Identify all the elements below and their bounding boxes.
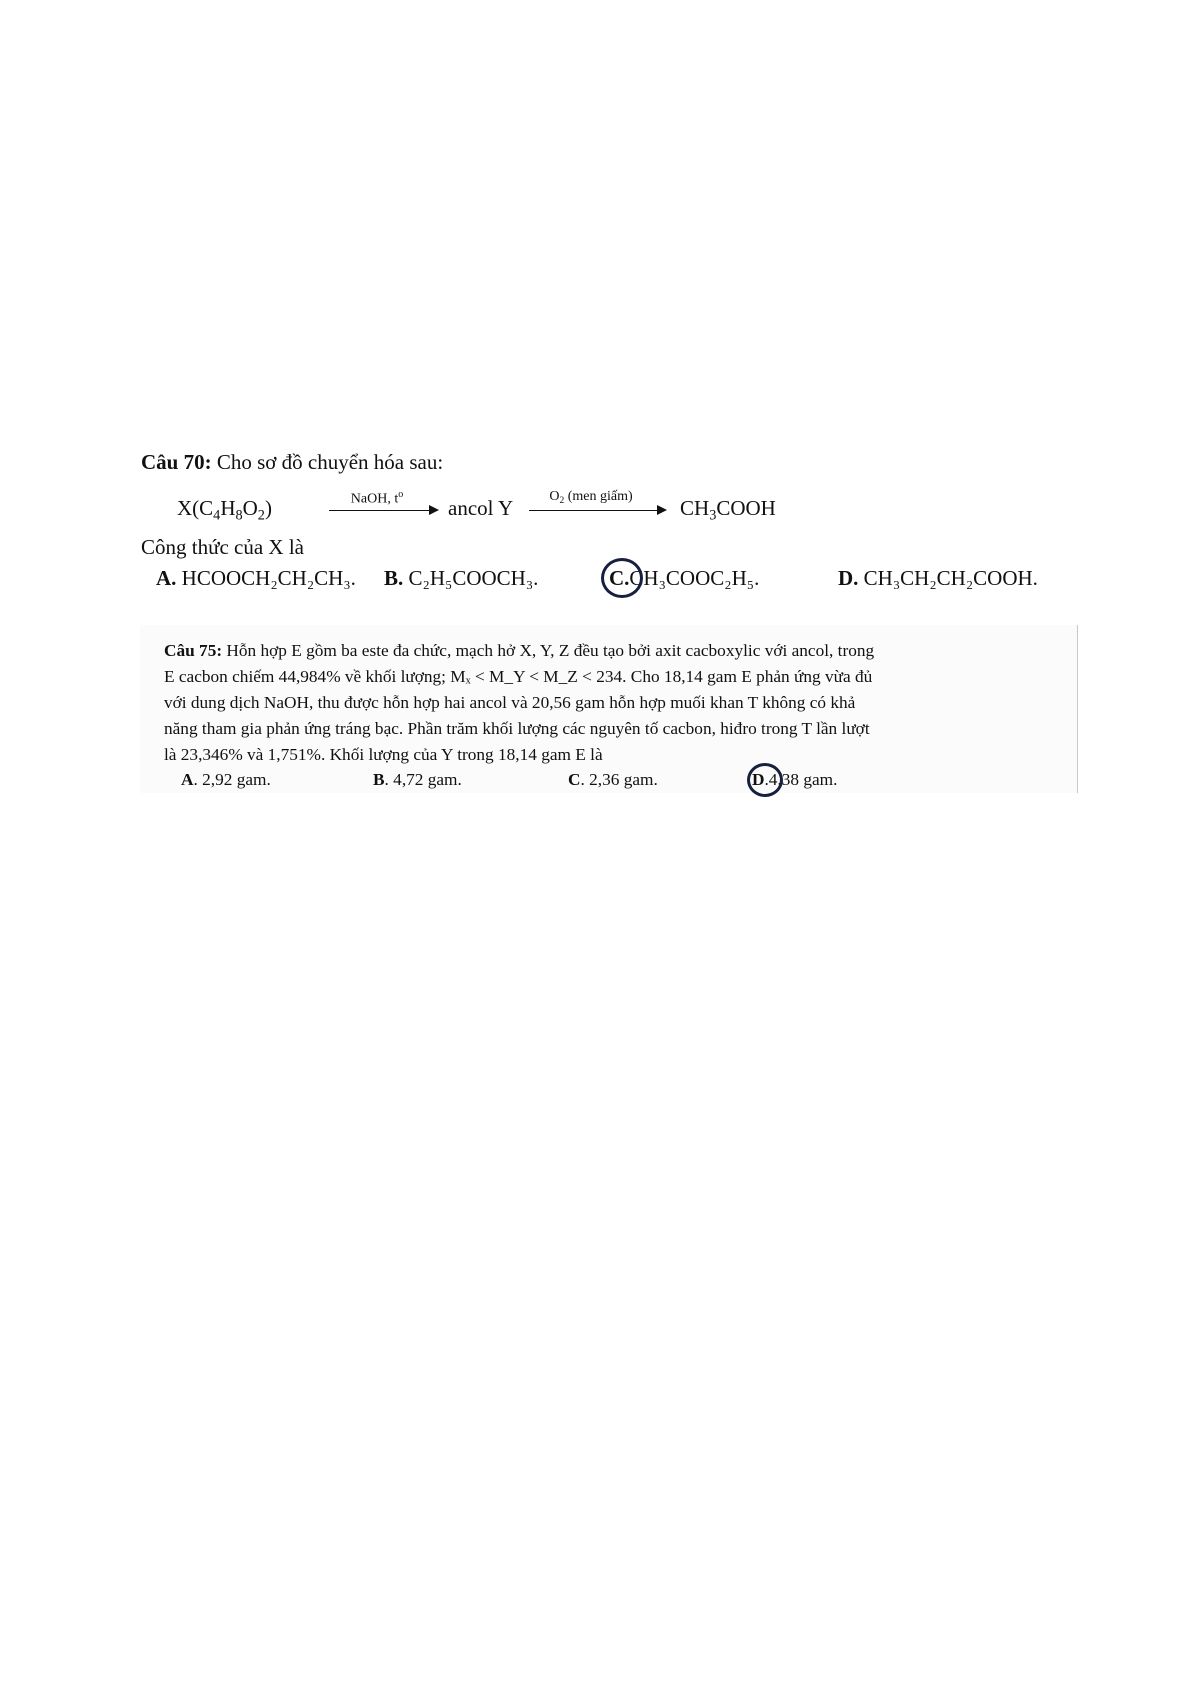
question-70-prompt: Cho sơ đồ chuyển hóa sau:: [216, 450, 444, 474]
question-75-line-1: Câu 75: Hỗn hợp E gồm ba este đa chức, mạch hở X, Y, Z đều tạo bởi axit cacboxylic với ancol, trong: [164, 641, 875, 660]
option-75-c: C. 2,36 gam.: [568, 770, 658, 789]
answer-circle-70: [601, 558, 643, 598]
option-70-a: A. HCOOCH₂CH₂CH₃.: [156, 566, 356, 590]
conversion-scheme: [177, 489, 937, 524]
question-75-label: Câu 75:: [164, 641, 223, 660]
option-70-d: D. CH₃CH₂CH₂COOH.: [838, 566, 1038, 590]
question-75-line-3: với dung dịch NaOH, thu được hỗn hợp hai ancol và 20,56 gam hỗn hợp muối khan T không có khả: [164, 693, 856, 712]
option-70-c: C.CH₃COOC₂H₅.: [609, 566, 760, 590]
question-75-line-2: E cacbon chiếm 44,984% về khối lượng; Mₓ < M_Y < M_Z < 234. Cho 18,14 gam E phản ứng vừa đủ: [164, 667, 873, 686]
option-75-d: D.4,38 gam.: [752, 770, 838, 789]
crop-edge: [1077, 625, 1078, 793]
arrow-2-condition: $O_2$ (men giấm): [549, 489, 633, 506]
reaction-arrow-2: [529, 490, 667, 520]
option-75-a: A. 2,92 gam.: [181, 770, 271, 789]
answer-circle-75: [747, 763, 783, 797]
reaction-arrow-1: [329, 490, 439, 520]
question-75: [140, 625, 1078, 793]
option-70-b: B. C₂H₅COOCH₃.: [384, 566, 539, 590]
arrow-1-condition: NaOH, $t^o$: [350, 489, 404, 507]
question-70: [141, 452, 1071, 598]
question-70-label: Câu 70:: [141, 450, 212, 474]
scheme-end-compound: $CH_3COOH$: [680, 496, 776, 524]
question-70-header: [141, 452, 443, 473]
option-75-b: B. 4,72 gam.: [373, 770, 462, 789]
question-75-line-5: là 23,346% và 1,751%. Khối lượng của Y trong 18,14 gam E là: [164, 745, 603, 764]
scheme-middle-compound: ancol Y: [448, 496, 514, 520]
question-75-line-4: năng tham gia phản ứng tráng bạc. Phần trăm khối lượng các nguyên tố cacbon, hiđro trong T lần lượt: [164, 719, 870, 738]
question-70-stem: Công thức của X là: [141, 535, 305, 559]
scheme-start-compound: $X(C_4H_8O_2)$: [177, 496, 272, 524]
